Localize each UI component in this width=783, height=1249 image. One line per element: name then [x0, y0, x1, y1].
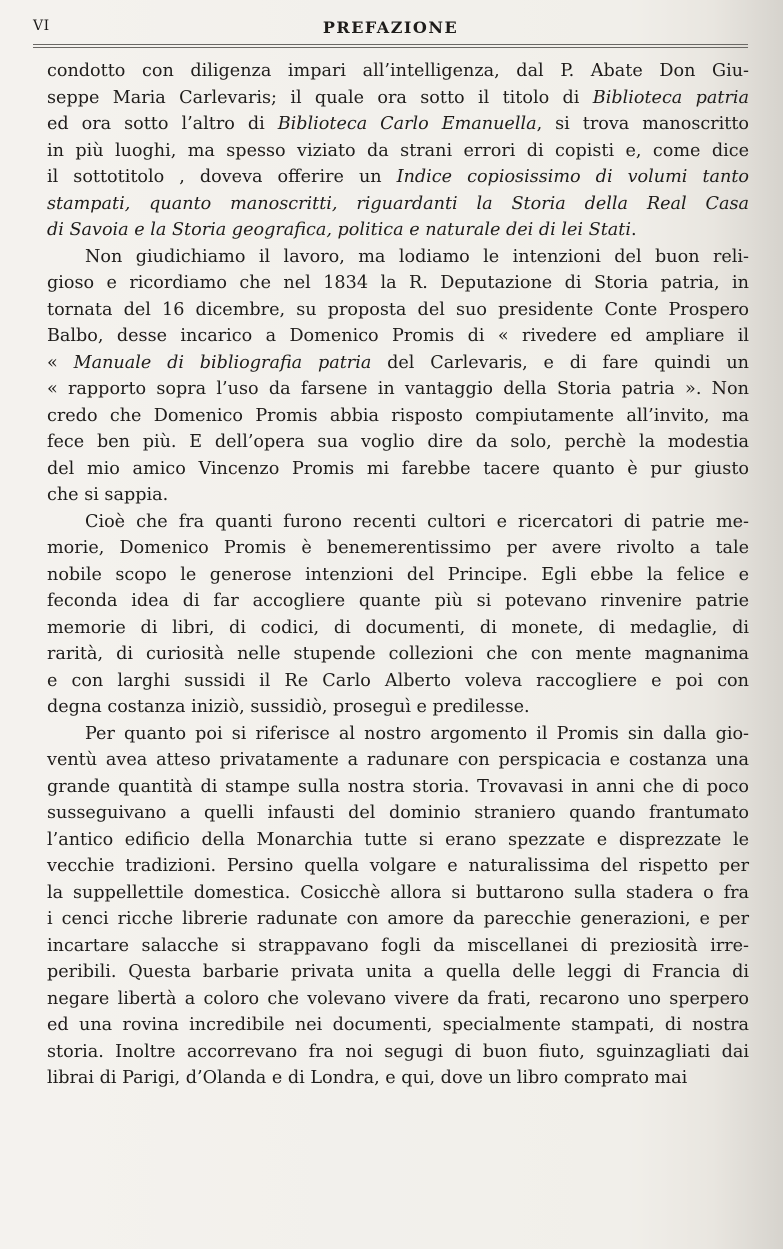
- italic-text: Manuale di bibliografia patria: [73, 352, 372, 373]
- text-line: [47, 1039, 749, 1066]
- paragraph: [47, 721, 749, 1092]
- text-line: [47, 270, 749, 297]
- page-number: VI: [33, 18, 50, 34]
- text-line: [47, 111, 749, 138]
- text-segment: storia. Inoltre accorrevano fra noi segugi di buon fiuto, sguinzagliati dai: [47, 1041, 749, 1062]
- italic-text: Biblioteca Carlo Emanuella: [277, 114, 537, 134]
- text-segment: seppe Maria Carlevaris; il quale ora sotto il titolo di: [47, 87, 593, 108]
- text-line: [47, 376, 749, 403]
- text-line: [47, 562, 749, 589]
- text-line: [47, 429, 749, 456]
- text-segment: in più luoghi, ma spesso viziato da strani errori di copisti e, come dice: [47, 140, 749, 161]
- text-line: [47, 403, 749, 430]
- text-line: [47, 58, 749, 85]
- text-segment: peribili. Questa barbarie privata unita a quella delle leggi di Francia di: [47, 962, 749, 982]
- italic-text: Indice copiosissimo di volumi tanto: [396, 167, 749, 187]
- text-segment: e con larghi sussidi il Re Carlo Alberto voleva raccogliere e poi con: [47, 670, 749, 691]
- text-segment: l’antico edificio della Monarchia tutte si erano spezzate e disprezzate le: [47, 829, 749, 850]
- text-line: [47, 350, 749, 377]
- text-line: [47, 217, 749, 244]
- text-segment: del Carlevaris, e di fare quindi un: [371, 352, 750, 373]
- text-segment: susseguivano a quelli infausti del dominio straniero quando frantumato: [47, 803, 749, 823]
- header-rule: [33, 44, 748, 48]
- text-segment: «: [47, 352, 74, 373]
- text-segment: Non giudichiamo il lavoro, ma lodiamo le intenzioni del buon reli-: [85, 246, 749, 267]
- text-line: [47, 959, 749, 986]
- text-line: [47, 800, 749, 827]
- text-segment: grande quantità di stampe sulla nostra storia. Trovavasi in anni che di poco: [47, 776, 749, 797]
- text-segment: condotto con diligenza impari all’intelligenza, dal P. Abate Don Giu-: [47, 61, 749, 81]
- text-segment: tornata del 16 dicembre, su proposta del suo presidente Conte Prospero: [47, 299, 749, 320]
- text-line: [47, 297, 749, 324]
- text-line: [47, 694, 749, 721]
- body-text: [47, 58, 749, 1092]
- text-line: [47, 535, 749, 562]
- text-segment: vecchie tradizioni. Persino quella volgare e naturalissima del rispetto per: [47, 856, 749, 876]
- paragraph: [47, 244, 749, 509]
- text-segment: credo che Domenico Promis abbia risposto compiutamente all’invito, ma: [47, 405, 749, 426]
- text-line: [47, 85, 749, 112]
- text-segment: Per quanto poi si riferisce al nostro argomento il Promis sin dalla gio-: [85, 723, 749, 744]
- text-segment: Cioè che fra quanti furono recenti cultori e ricercatori di patrie me-: [85, 511, 749, 532]
- text-segment: Balbo, desse incarico a Domenico Promis di « rivedere ed ampliare il: [47, 326, 749, 346]
- text-segment: librai di Parigi, d’Olanda e di Londra, e qui, dove un libro comprato mai: [47, 1068, 688, 1088]
- italic-text: di Savoia e la Storia geografica, politica e naturale dei di lei Stati: [47, 220, 631, 240]
- text-line: [47, 482, 749, 509]
- text-line: [47, 1065, 749, 1092]
- text-line: [47, 641, 749, 668]
- text-segment: ed una rovina incredibile nei documenti, specialmente stampati, di nostra: [47, 1015, 749, 1035]
- text-line: [47, 880, 749, 907]
- text-line: [47, 774, 749, 801]
- text-line: [47, 986, 749, 1013]
- text-segment: « rapporto sopra l’uso da farsene in vantaggio della Storia patria ». Non: [47, 379, 749, 399]
- text-segment: gioso e ricordiamo che nel 1834 la R. Deputazione di Storia patria, in: [47, 273, 749, 293]
- text-segment: del mio amico Vincenzo Promis mi farebbe tacere quanto è pur giusto: [47, 458, 749, 479]
- text-segment: morie, Domenico Promis è benemerentissimo per avere rivolto a tale: [47, 538, 749, 558]
- text-segment: , si trova manoscritto: [536, 114, 749, 134]
- text-segment: ventù avea atteso privatamente a radunare con perspicacia e costanza una: [47, 750, 749, 770]
- text-segment: feconda idea di far accogliere quante più si potevano rinvenire patrie: [47, 591, 749, 611]
- text-segment: degna costanza iniziò, sussidiò, proseguì e predilesse.: [47, 697, 530, 717]
- text-segment: ed ora sotto l’altro di: [47, 114, 278, 134]
- text-line: [47, 323, 749, 350]
- text-line: [47, 244, 749, 271]
- paragraph: [47, 58, 749, 244]
- text-line: [47, 191, 749, 218]
- text-segment: la suppellettile domestica. Cosicchè allora si buttarono sulla stadera o fra: [47, 882, 749, 903]
- text-line: [47, 588, 749, 615]
- paragraph: [47, 509, 749, 721]
- text-line: [47, 933, 749, 960]
- text-segment: negare libertà a coloro che volevano vivere da frati, recarono uno sperpero: [47, 988, 749, 1009]
- text-line: [47, 456, 749, 483]
- text-line: [47, 668, 749, 695]
- text-line: [47, 164, 749, 191]
- text-line: [47, 509, 749, 536]
- text-segment: rarità, di curiosità nelle stupende collezioni che con mente magnanima: [47, 644, 749, 664]
- text-line: [47, 906, 749, 933]
- text-line: [47, 138, 749, 165]
- text-segment: fece ben più. E dell’opera sua voglio dire da solo, perchè la modestia: [47, 432, 749, 452]
- text-segment: i cenci ricche librerie radunate con amore da parecchie generazioni, e per: [47, 909, 749, 929]
- page-header: [33, 12, 748, 42]
- text-line: [47, 827, 749, 854]
- text-segment: .: [630, 220, 637, 240]
- text-segment: che si sappia.: [47, 485, 169, 505]
- text-line: [47, 853, 749, 880]
- text-segment: memorie di libri, di codici, di documenti, di monete, di medaglie, di: [47, 617, 749, 638]
- italic-text: stampati, quanto manoscritti, riguardanti la Storia della Real Casa: [47, 193, 749, 214]
- text-line: [47, 1012, 749, 1039]
- text-segment: nobile scopo le generose intenzioni del Principe. Egli ebbe la felice e: [47, 564, 749, 585]
- text-line: [47, 721, 749, 748]
- text-line: [47, 747, 749, 774]
- text-line: [47, 615, 749, 642]
- text-segment: incartare salacche si strappavano fogli da miscellanei di preziosità irre-: [47, 935, 749, 956]
- running-title: PREFAZIONE: [322, 18, 459, 37]
- italic-text: Biblioteca patria: [592, 87, 749, 108]
- text-segment: il sottotitolo , doveva offerire un: [47, 167, 397, 187]
